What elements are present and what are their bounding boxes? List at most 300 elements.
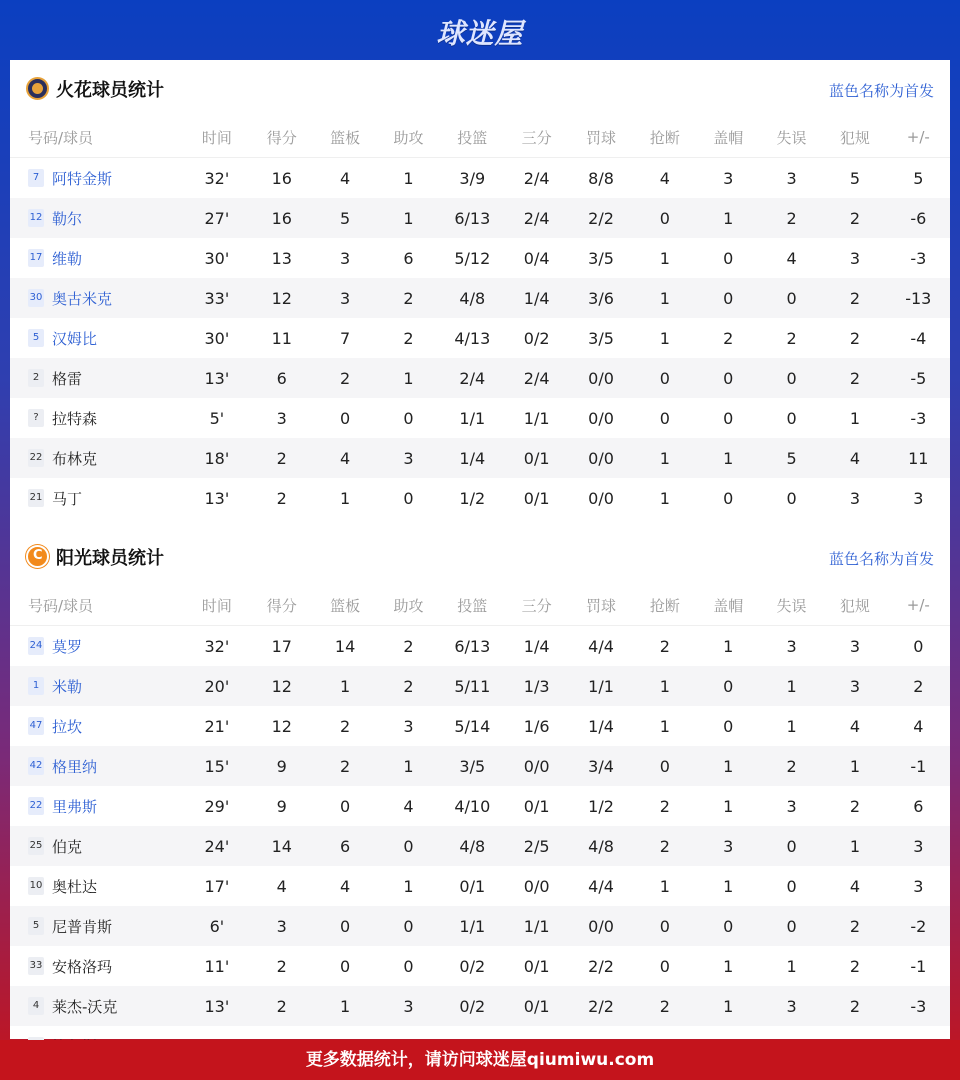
player-cell[interactable] — [10, 986, 184, 1026]
player-cell[interactable] — [10, 198, 184, 238]
player-name[interactable]: 安格洛玛 — [52, 957, 113, 976]
stat-cell: 3 — [276, 916, 287, 936]
player-cell[interactable] — [10, 238, 184, 278]
stat-cell: 0 — [723, 916, 734, 936]
stat-cell: 0 — [659, 408, 670, 428]
column-header: 犯规 — [839, 596, 870, 615]
stat-cell: 21' — [204, 716, 230, 736]
player-name[interactable]: 奥古米克 — [52, 289, 113, 308]
jersey-number-badge: 2 — [28, 369, 44, 387]
column-header: 罚球 — [586, 128, 617, 147]
jersey-number-badge: 1 — [28, 677, 44, 695]
stat-cell: 0/2 — [459, 956, 486, 976]
stat-cell: 1/2 — [459, 488, 486, 508]
player-cell[interactable] — [10, 746, 184, 786]
stat-cell: -4 — [910, 328, 927, 348]
stat-cell: 30' — [204, 328, 230, 348]
stat-cell: 0/0 — [588, 368, 614, 388]
stat-cell: 2 — [659, 996, 670, 1016]
player-name[interactable]: 尼普肯斯 — [52, 917, 113, 936]
column-header: +/- — [906, 128, 930, 146]
stat-cell: 1 — [659, 676, 670, 696]
player-name[interactable]: 维勒 — [52, 249, 83, 268]
stat-cell: 1 — [659, 488, 670, 508]
stat-cell: 2 — [276, 448, 287, 468]
stat-cell: 1/1 — [523, 408, 550, 428]
jersey-number-badge: 5 — [28, 329, 44, 347]
stat-cell: 4 — [340, 168, 351, 188]
stat-cell: 0 — [723, 676, 734, 696]
jersey-number-badge: 12 — [28, 209, 44, 227]
stat-cell: 11 — [271, 328, 292, 348]
stat-cell: 1/1 — [523, 916, 550, 936]
player-row — [10, 826, 950, 866]
jersey-number-badge: ? — [28, 409, 44, 427]
jersey-number-badge: 17 — [28, 249, 44, 267]
column-header: 篮板 — [330, 596, 361, 615]
stat-cell: 1/1 — [588, 676, 614, 696]
stat-cell: 1 — [659, 288, 670, 308]
player-row — [10, 238, 950, 278]
stat-cell: 11 — [908, 448, 929, 468]
stat-cell: 5 — [786, 448, 797, 468]
stats-card — [10, 60, 950, 1039]
stat-cell: 2 — [723, 328, 734, 348]
stat-cell: 2/5 — [523, 836, 550, 856]
stat-cell: 6 — [340, 836, 351, 856]
player-cell[interactable] — [10, 438, 184, 478]
stat-cell: 0 — [403, 836, 414, 856]
table-header-row — [10, 585, 950, 626]
stat-cell: 1/2 — [588, 796, 614, 816]
stat-cell: 0/0 — [588, 916, 614, 936]
stat-cell: 2 — [276, 956, 287, 976]
stat-cell: 2/4 — [523, 168, 550, 188]
player-cell[interactable] — [10, 358, 184, 398]
player-name[interactable]: 阿特金斯 — [52, 169, 113, 188]
stat-cell: 4 — [403, 796, 414, 816]
stat-cell: 0 — [786, 836, 797, 856]
stat-cell: 2/2 — [588, 956, 614, 976]
stat-cell: 0/0 — [588, 448, 614, 468]
stat-cell: 20' — [204, 676, 230, 696]
jersey-number-badge: 33 — [28, 957, 44, 975]
starter-legend-note: 蓝色名称为首发 — [828, 550, 934, 568]
player-cell[interactable] — [10, 478, 184, 518]
stat-cell: 0 — [786, 368, 797, 388]
stat-cell: 3/6 — [588, 288, 614, 308]
stat-cell: 4/8 — [588, 836, 614, 856]
stat-cell: 1 — [403, 368, 414, 388]
stat-cell: 2/4 — [523, 208, 550, 228]
stat-cell: 6' — [209, 916, 225, 936]
stat-cell: 0 — [723, 716, 734, 736]
stat-cell: 0 — [403, 956, 414, 976]
stat-cell: -1 — [910, 956, 927, 976]
stat-cell: -5 — [910, 368, 927, 388]
stat-cell: 4/8 — [459, 836, 486, 856]
player-cell[interactable] — [10, 826, 184, 866]
column-header: 篮板 — [330, 128, 361, 147]
stat-cell: 1/1 — [459, 916, 486, 936]
stat-cell: 8/8 — [588, 168, 614, 188]
player-name[interactable]: 拉特森 — [52, 409, 98, 428]
player-cell[interactable] — [10, 626, 184, 667]
column-header: 抢断 — [649, 128, 680, 147]
stat-cell: 1 — [786, 676, 797, 696]
stat-cell: 2/2 — [588, 208, 614, 228]
stat-cell: 6 — [276, 368, 287, 388]
stat-cell: 5 — [340, 208, 351, 228]
stat-cell: 0 — [786, 488, 797, 508]
player-cell[interactable] — [10, 706, 184, 746]
player-row — [10, 746, 950, 786]
player-cell[interactable] — [10, 866, 184, 906]
stat-cell: 0/1 — [523, 488, 550, 508]
player-cell[interactable] — [10, 398, 184, 438]
player-row — [10, 318, 950, 358]
jersey-number-badge: 10 — [28, 877, 44, 895]
player-name[interactable]: 里弗斯 — [52, 797, 98, 816]
stat-cell: 18' — [204, 448, 230, 468]
stat-cell: 0/1 — [459, 876, 486, 896]
stat-cell: 4 — [913, 716, 924, 736]
stat-cell: 2 — [849, 288, 860, 308]
stat-cell: 12 — [271, 716, 292, 736]
stat-cell: 1 — [723, 876, 734, 896]
player-row — [10, 398, 950, 438]
player-row — [10, 278, 950, 318]
jersey-number-badge: 47 — [28, 717, 44, 735]
stat-cell: 2 — [786, 208, 797, 228]
stat-cell: 2 — [849, 956, 860, 976]
player-name[interactable]: 勒尔 — [52, 209, 83, 228]
stat-cell: 1 — [403, 756, 414, 776]
player-row — [10, 866, 950, 906]
stat-cell: 3/9 — [459, 168, 486, 188]
stat-cell: 0/0 — [588, 488, 614, 508]
column-header: 时间 — [201, 596, 232, 615]
player-cell[interactable] — [10, 158, 184, 199]
stat-cell: 5 — [849, 168, 860, 188]
jersey-number-badge: 4 — [28, 997, 44, 1015]
jersey-number-badge: 22 — [28, 797, 44, 815]
stat-cell: 0 — [659, 756, 670, 776]
column-header: 盖帽 — [713, 128, 744, 147]
player-row — [10, 158, 950, 199]
player-cell[interactable] — [10, 318, 184, 358]
stat-cell: 1 — [659, 328, 670, 348]
footer-link-text[interactable]: 更多数据统计，请访问球迷屋qiumiwu.com — [305, 1050, 655, 1070]
stat-cell: 4 — [849, 876, 860, 896]
stat-cell: 2 — [276, 996, 287, 1016]
stat-cell: 3 — [403, 716, 414, 736]
player-name[interactable]: 格雷 — [52, 369, 83, 388]
stat-cell: 0 — [723, 488, 734, 508]
column-header: 罚球 — [586, 596, 617, 615]
starter-legend-note: 蓝色名称为首发 — [828, 82, 934, 100]
footer-banner[interactable] — [0, 1040, 960, 1080]
stat-cell: 1/4 — [523, 636, 550, 656]
stat-cell: 1 — [786, 956, 797, 976]
stat-cell: 13' — [204, 996, 230, 1016]
stat-cell: 9 — [276, 756, 287, 776]
stat-cell: 2 — [403, 288, 414, 308]
stat-cell: 0 — [403, 408, 414, 428]
player-row — [10, 358, 950, 398]
stat-cell: 3 — [786, 996, 797, 1016]
stat-cell: 2 — [849, 996, 860, 1016]
stat-cell: 6/13 — [454, 208, 491, 228]
stat-cell: 27' — [204, 208, 230, 228]
stat-cell: 2 — [276, 488, 287, 508]
stat-cell: 2 — [786, 328, 797, 348]
jersey-number-badge: 30 — [28, 289, 44, 307]
player-row — [10, 626, 950, 667]
stat-cell: 11' — [204, 956, 230, 976]
column-header: 得分 — [266, 128, 297, 147]
stat-cell: 16 — [271, 208, 292, 228]
stat-cell: 2 — [340, 368, 351, 388]
stat-cell: 0 — [786, 408, 797, 428]
stat-cell: 30' — [204, 248, 230, 268]
stat-cell: 3 — [849, 488, 860, 508]
player-row — [10, 706, 950, 746]
stat-cell: 1 — [403, 876, 414, 896]
brand-logo-text: 球迷屋 — [436, 17, 524, 50]
stat-cell: 2 — [340, 756, 351, 776]
stat-cell: 2 — [849, 368, 860, 388]
player-name[interactable]: 汉姆比 — [52, 329, 98, 348]
stat-cell: -3 — [910, 408, 927, 428]
stat-cell: 3 — [723, 836, 734, 856]
stat-cell: 2 — [849, 328, 860, 348]
stat-cell: 5/11 — [454, 676, 491, 696]
stat-cell: 4 — [849, 716, 860, 736]
stat-cell: 4 — [276, 876, 287, 896]
stat-cell: 1 — [340, 676, 351, 696]
player-row — [10, 438, 950, 478]
column-header: 抢断 — [649, 596, 680, 615]
stat-cell: 2 — [403, 328, 414, 348]
stat-cell: 0 — [340, 956, 351, 976]
stat-cell: 0/1 — [523, 996, 550, 1016]
player-name[interactable]: 布林克 — [52, 449, 98, 468]
stat-cell: 14 — [334, 636, 356, 656]
team-title: 火花球员统计 — [56, 80, 164, 101]
stat-cell: 4 — [340, 876, 351, 896]
column-header: 号码/球员 — [28, 596, 94, 615]
player-name[interactable]: 莫罗 — [52, 637, 83, 656]
stat-cell: -13 — [905, 288, 932, 308]
stat-cell: 2 — [659, 796, 670, 816]
stat-cell: 1 — [403, 208, 414, 228]
jersey-number-badge: 22 — [28, 449, 44, 467]
stat-cell: 6/13 — [454, 636, 491, 656]
fever-logo-icon — [26, 77, 49, 100]
player-row — [10, 946, 950, 986]
stat-cell: 0 — [403, 916, 414, 936]
stat-cell: 6 — [913, 796, 924, 816]
stat-cell: -6 — [910, 208, 927, 228]
stat-cell: 1 — [723, 996, 734, 1016]
stat-cell: 2 — [913, 676, 924, 696]
stat-cell: 3 — [786, 796, 797, 816]
stat-cell: 2 — [849, 916, 860, 936]
stat-cell: 1/3 — [523, 676, 550, 696]
player-row — [10, 786, 950, 826]
stat-cell: 0 — [723, 368, 734, 388]
sun-logo-icon — [26, 545, 49, 568]
stat-cell: 3 — [786, 168, 797, 188]
stat-cell: 5/12 — [454, 248, 491, 268]
stat-cell: 2/2 — [588, 996, 614, 1016]
stat-cell: 4 — [659, 168, 670, 188]
stat-cell: 17' — [204, 876, 230, 896]
stat-cell: 14 — [271, 836, 292, 856]
player-name[interactable]: 拉坎 — [52, 717, 83, 736]
stat-cell: 4/4 — [588, 636, 614, 656]
jersey-number-badge: 5 — [28, 917, 44, 935]
stat-cell: 3 — [276, 408, 287, 428]
stat-cell: 3/5 — [588, 328, 614, 348]
stat-cell: 2 — [340, 716, 351, 736]
stat-cell: 0 — [723, 408, 734, 428]
stat-cell: 1 — [723, 756, 734, 776]
stat-cell: 1 — [723, 796, 734, 816]
stat-cell: 1 — [723, 956, 734, 976]
stat-cell: 16 — [271, 168, 292, 188]
column-header: 得分 — [266, 596, 297, 615]
column-header: 助攻 — [393, 128, 424, 147]
column-header: 时间 — [201, 128, 232, 147]
player-cell[interactable] — [10, 786, 184, 826]
stat-cell: 3/5 — [588, 248, 614, 268]
stat-cell: 15' — [204, 756, 230, 776]
column-header: 投篮 — [457, 128, 488, 147]
stat-cell: 4/8 — [459, 288, 486, 308]
stat-cell: 3 — [340, 288, 351, 308]
stat-cell: 0 — [723, 288, 734, 308]
stat-cell: 3 — [403, 996, 414, 1016]
stat-cell: -1 — [910, 756, 927, 776]
stat-cell: 0/4 — [523, 248, 550, 268]
player-name[interactable]: 伯克 — [52, 837, 83, 856]
stat-cell: 1 — [849, 756, 860, 776]
stat-cell: 3 — [786, 636, 797, 656]
stat-cell: 12 — [271, 288, 292, 308]
stat-cell: 12 — [271, 676, 292, 696]
jersey-number-badge: 7 — [28, 169, 44, 187]
stat-cell: 0 — [786, 288, 797, 308]
stat-cell: 1 — [659, 248, 670, 268]
player-row — [10, 198, 950, 238]
stat-cell: 4/13 — [454, 328, 491, 348]
player-row — [10, 478, 950, 518]
stat-cell: 2 — [659, 636, 670, 656]
player-name[interactable]: 奥杜达 — [52, 877, 98, 896]
stat-cell: 0 — [786, 876, 797, 896]
stat-cell: 0 — [786, 916, 797, 936]
player-name[interactable]: 马丁 — [52, 489, 83, 508]
stat-cell: 7 — [340, 328, 351, 348]
stat-cell: 33' — [204, 288, 230, 308]
stat-cell: 2/4 — [459, 368, 486, 388]
column-header: 失误 — [776, 596, 807, 615]
stat-cell: 0/1 — [523, 796, 550, 816]
stat-cell: 3 — [723, 168, 734, 188]
stat-cell: -3 — [910, 248, 927, 268]
stat-cell: 5 — [913, 168, 924, 188]
stat-cell: 3 — [340, 248, 351, 268]
stat-cell: 32' — [204, 636, 230, 656]
stat-cell: -3 — [910, 996, 927, 1016]
column-header: 三分 — [521, 596, 552, 615]
team-section-header — [10, 60, 950, 117]
stat-cell: 29' — [204, 796, 230, 816]
stat-cell: 2 — [403, 676, 414, 696]
player-cell[interactable] — [10, 906, 184, 946]
player-cell[interactable] — [10, 666, 184, 706]
column-header: 盖帽 — [713, 596, 744, 615]
jersey-number-badge: 21 — [28, 489, 44, 507]
stat-cell: 13' — [204, 488, 230, 508]
stat-cell: 0/1 — [523, 956, 550, 976]
column-header: +/- — [906, 596, 930, 614]
stat-cell: 3 — [913, 836, 924, 856]
stat-cell: 4 — [340, 448, 351, 468]
player-cell[interactable] — [10, 946, 184, 986]
stat-cell: -2 — [910, 916, 927, 936]
stat-cell: 1/4 — [588, 716, 614, 736]
stat-cell: 0/0 — [588, 408, 614, 428]
stat-cell: 3/5 — [459, 756, 486, 776]
stat-cell: 3 — [849, 676, 860, 696]
stat-cell: 0/1 — [523, 448, 550, 468]
column-header: 失误 — [776, 128, 807, 147]
column-header: 号码/球员 — [28, 128, 94, 147]
stat-cell: 0/0 — [523, 756, 550, 776]
stat-cell: 32' — [204, 168, 230, 188]
player-row — [10, 906, 950, 946]
player-stats-table — [10, 585, 950, 1066]
player-stats-table — [10, 117, 950, 518]
stat-cell: 0 — [659, 208, 670, 228]
player-name[interactable]: 米勒 — [52, 677, 83, 696]
stat-cell: 17 — [271, 636, 292, 656]
jersey-number-badge: 42 — [28, 757, 44, 775]
stat-cell: 1 — [403, 168, 414, 188]
stat-cell: 5' — [209, 408, 225, 428]
stat-cell: 0/2 — [523, 328, 550, 348]
column-header: 助攻 — [393, 596, 424, 615]
stat-cell: 2 — [849, 796, 860, 816]
stat-cell: 3 — [913, 488, 924, 508]
stat-cell: 1 — [659, 448, 670, 468]
stat-cell: 3 — [849, 248, 860, 268]
stat-cell: 3 — [913, 876, 924, 896]
stat-cell: 1 — [659, 716, 670, 736]
player-name[interactable]: 莱杰-沃克 — [52, 997, 118, 1016]
stat-cell: 4 — [849, 448, 860, 468]
stat-cell: 13' — [204, 368, 230, 388]
brand-header — [0, 0, 960, 60]
stat-cell: 1/6 — [523, 716, 550, 736]
player-row — [10, 986, 950, 1026]
player-name[interactable]: 格里纳 — [52, 757, 98, 776]
column-header: 投篮 — [457, 596, 488, 615]
player-cell[interactable] — [10, 278, 184, 318]
